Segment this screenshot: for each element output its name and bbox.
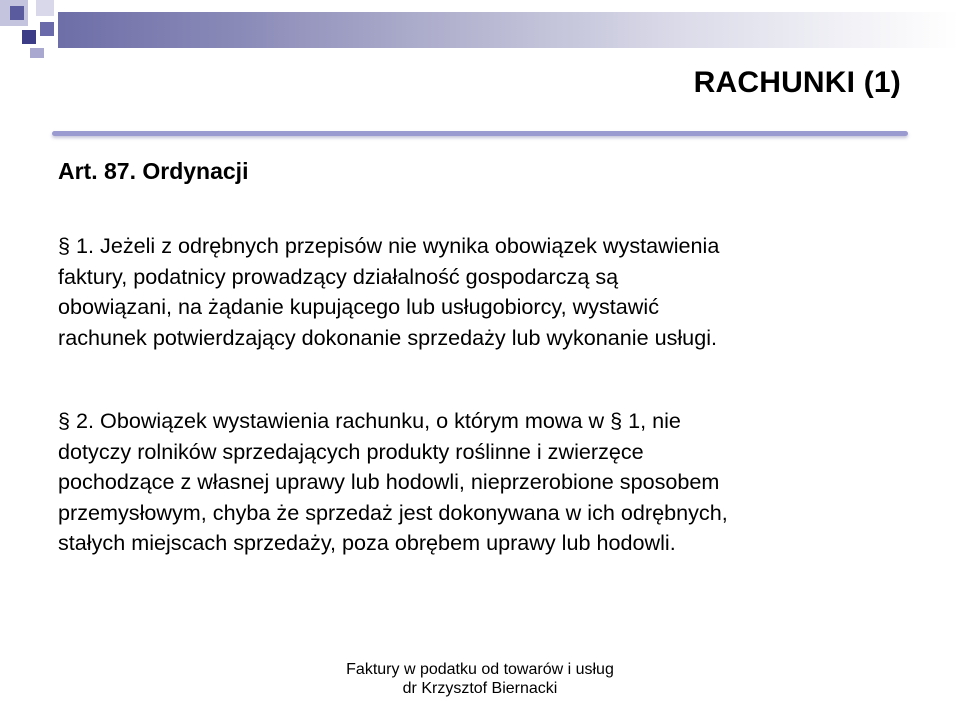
paragraph-2-line: stałych miejscach sprzedaży, poza obrębem uprawy lub hodowli. [58,530,676,555]
paragraph-2-line: pochodzące z własnej uprawy lub hodowli, nieprzerobione sposobem [58,469,720,494]
paragraph-1-line: faktury, podatnicy prowadzący działalność gospodarczą są [58,263,619,289]
header-gradient-bar [58,12,959,48]
footer-course-title: Faktury w podatku od towarów i usług [346,661,614,678]
decor-square-5 [40,22,54,36]
paragraph-2 [58,406,918,559]
page-title: RACHUNKI (1) [693,66,901,99]
footer [300,660,660,698]
footer-author: dr Krzysztof Biernacki [402,680,558,697]
decor-square-2 [10,6,24,20]
paragraph-2-line: § 2. Obowiązek wystawienia rachunku, o którym mowa w § 1, nie [58,408,681,433]
paragraph-2-line: przemysłowym, chyba że sprzedaż jest dokonywana w ich odrębnych, [58,499,728,525]
decor-square-3 [36,0,54,16]
article-heading: Art. 87. Ordynacji [58,158,249,184]
paragraph-1-line: obowiązani, na żądanie kupującego lub usługobiorcy, wystawić [58,294,659,319]
paragraph-1 [58,231,918,353]
decor-square-4 [22,30,36,44]
paragraph-1-line: rachunek potwierdzający dokonanie sprzedaży lub wykonanie usługi. [58,324,717,350]
paragraph-2-line: dotyczy rolników sprzedających produkty roślinne i zwierzęce [58,438,644,464]
decor-square-6 [30,48,44,58]
title-divider [52,131,908,136]
paragraph-1-line: § 1. Jeżeli z odrębnych przepisów nie wynika obowiązek wystawienia [58,233,720,258]
